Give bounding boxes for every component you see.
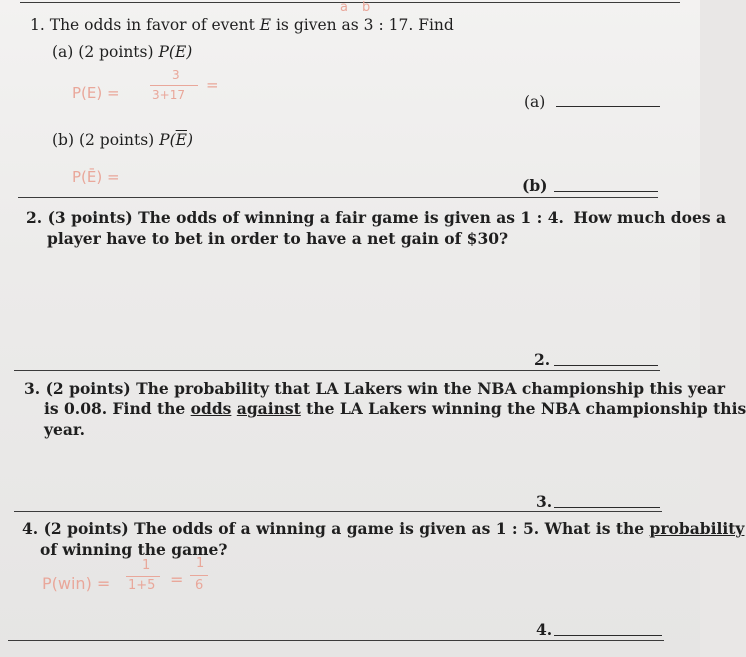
q1a-label: (a) xyxy=(52,43,74,61)
q1b-points: (2 points) xyxy=(78,131,155,149)
q1b-label: (b) xyxy=(52,131,75,149)
q2-line1 xyxy=(26,208,726,228)
q4-work-eq: = xyxy=(170,570,184,589)
q3-answer-line[interactable] xyxy=(554,507,660,508)
q1b-answer-label: (b) xyxy=(522,176,548,195)
q1a-points: (2 points) xyxy=(78,43,154,61)
q1-stem xyxy=(30,15,454,35)
top-rule xyxy=(20,2,680,3)
q4-work-num1: 1 xyxy=(142,558,151,573)
q4-work-den2: 6 xyxy=(195,578,204,593)
bottom-rule xyxy=(8,640,664,641)
q4-points: (2 points) xyxy=(43,519,129,538)
q1a-work-lhs: P(E) = xyxy=(72,84,120,102)
q4-fraction-bar-1 xyxy=(126,576,160,577)
q3-line3: year. xyxy=(44,420,86,439)
q1-find: Find xyxy=(418,16,454,34)
q3-divider xyxy=(14,511,662,512)
q2-line2: player have to bet in order to have a net gain of $30? xyxy=(47,229,509,248)
q4-line1 xyxy=(22,519,744,539)
q1b-expr-p: P( xyxy=(159,131,176,149)
q1b-work: P(Ē) = xyxy=(72,168,120,186)
q1a-expr: P(E) xyxy=(158,43,193,61)
q1a-work-num: 3 xyxy=(172,68,180,82)
q1-var-e: E xyxy=(259,16,272,34)
q1a-answer-line[interactable] xyxy=(556,106,660,107)
q3-text-1: The probability that LA Lakers win the NBA championship this year xyxy=(136,379,726,398)
annotation-b: b xyxy=(362,0,371,15)
q1b-expr-e: $\overline{E}$ xyxy=(175,131,187,149)
q3-points: (2 points) xyxy=(45,379,131,398)
q4-text-1: The odds of a winning a game is given as 1 : 5. What is the xyxy=(134,519,650,538)
q1-text-a: The odds in favor of event xyxy=(49,16,260,34)
q3-line2 xyxy=(44,399,746,419)
q4-line2: of winning the game? xyxy=(40,540,228,559)
q4-fraction-bar-2 xyxy=(190,575,208,576)
q3-number: 3. xyxy=(24,379,41,398)
q1b-answer-line[interactable] xyxy=(554,191,658,192)
q4-number: 4. xyxy=(22,519,39,538)
q3-against-underlined: against xyxy=(236,399,301,418)
q4-work-num2: 1 xyxy=(196,556,205,571)
q3-answer-label: 3. xyxy=(536,492,553,511)
q2-number: 2. xyxy=(26,208,43,227)
q1a-answer-label: (a) xyxy=(524,93,546,111)
q2-text-1: The odds of winning a fair game is given as 1 : 4. xyxy=(138,208,564,227)
q3-odds-underlined: odds xyxy=(190,399,232,418)
q1-divider xyxy=(18,197,658,198)
q4-answer-label: 4. xyxy=(536,620,553,639)
q1b-prompt xyxy=(52,130,193,150)
q2-text-1b: How much does a xyxy=(573,208,727,227)
q3-text-2a: is 0.08. Find the xyxy=(44,399,191,418)
q4-work-den1: 1+5 xyxy=(128,578,156,593)
q2-answer-line[interactable] xyxy=(554,365,658,366)
q3-line1 xyxy=(24,379,725,399)
q3-text-2b: the LA Lakers winning the NBA championship this xyxy=(300,399,746,418)
q1a-prompt xyxy=(52,42,192,62)
q4-work-lhs: P(win) = xyxy=(42,574,111,593)
q1-ratio: 3 : 17. xyxy=(363,16,414,34)
annotation-a: a xyxy=(340,0,348,15)
q1a-fraction-bar xyxy=(150,85,198,86)
q1b-expr-close: ) xyxy=(186,131,194,149)
q2-points: (3 points) xyxy=(47,208,133,227)
q1-text-b: is given as xyxy=(271,16,364,34)
q2-divider xyxy=(14,370,660,371)
q4-answer-line[interactable] xyxy=(554,635,662,636)
q1a-work-eq: = xyxy=(206,76,219,94)
q1a-work-den: 3+17 xyxy=(152,88,185,102)
q4-probability-underlined: probability xyxy=(649,519,745,538)
q2-answer-label: 2. xyxy=(534,350,551,369)
q1-number: 1. xyxy=(30,16,45,34)
